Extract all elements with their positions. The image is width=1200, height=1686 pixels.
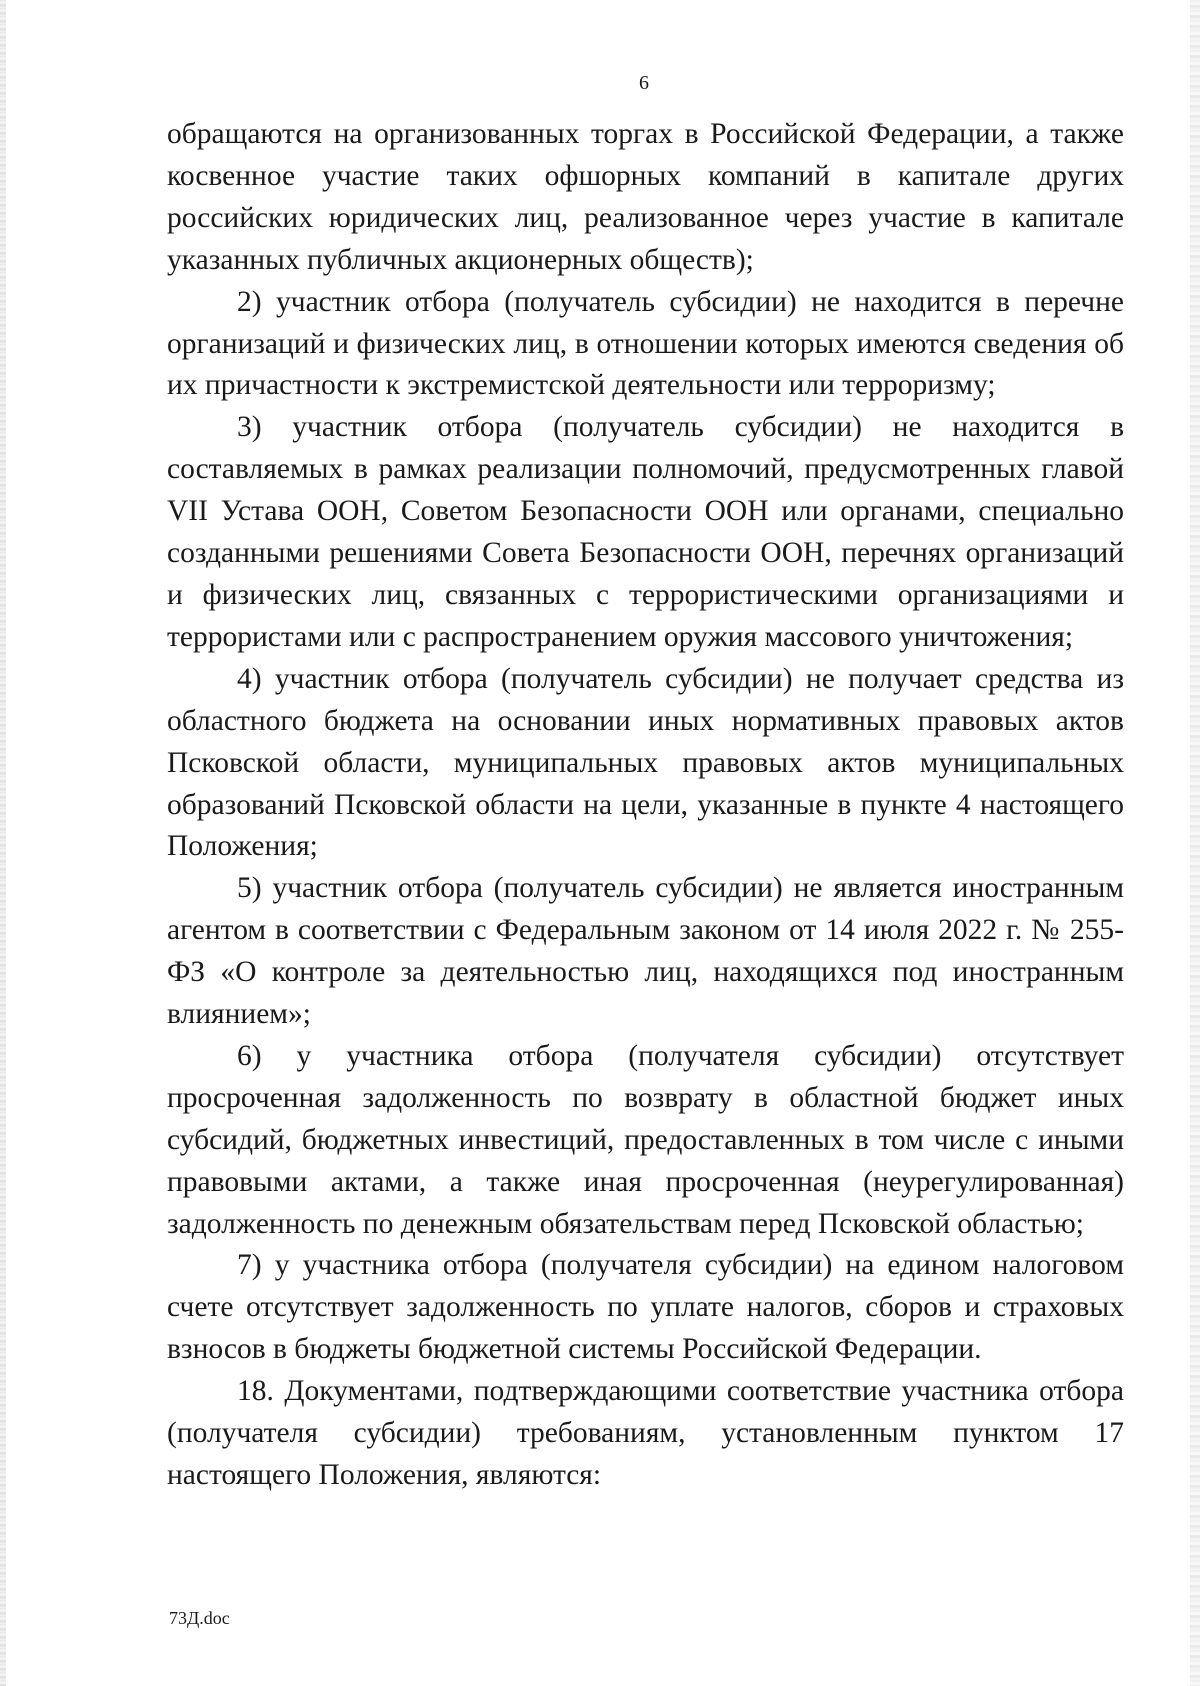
scan-edge-left (0, 0, 6, 1686)
paragraph-item-2: 2) участник отбора (получатель субсидии) не находится в перечне организаций и физических лиц, в отношении которых имеются сведения об их причастности к экстремистской деятельности или терроризму; (167, 285, 1124, 402)
page-number: 6 (639, 72, 649, 94)
paragraph-item-5: 5) участник отбора (получатель субсидии) не является иностранным агентом в соответствии с Федеральным законом от 14 июля 2022 г. № 255-ФЗ «О контроле за деятельностью лиц, находящихся под иностранным влиянием»; (167, 872, 1124, 1031)
paragraph-item-7: 7) у участника отбора (получателя субсидии) на едином налоговом счете отсутствует задолженность по уплате налогов, сборов и страховых взносов в бюджеты бюджетной системы Российской Федерации. (167, 1249, 1124, 1366)
file-name-footer: 73Д.doc (169, 1608, 230, 1628)
paragraph-item-6: 6) у участника отбора (получателя субсидии) отсутствует просроченная задолженность по возврату в областной бюджет иных субсидий, бюджетных инвестиций, предоставленных в том числе с иными правовыми актами, а также иная просроченная (неурегулированная) задолженность по денежным обязательствам перед Псковской областью; (167, 1039, 1124, 1240)
paragraph-clause-18: 18. Документами, подтверждающими соответствие участника отбора (получателя субсидии) требованиям, установленным пунктом 17 настоящего Положения, являются: (167, 1375, 1124, 1491)
paragraph-item-3: 3) участник отбора (получатель субсидии) не находится в составляемых в рамках реализации полномочий, предусмотренных главой VII Устава ООН, Советом Безопасности ООН или органами, специально созданными решениями Совета Безопасности ООН, перечнях организаций и физических лиц, связанных с террористическими организациями и террористами или с распространением оружия массового уничтожения; (167, 411, 1124, 653)
paragraph-continuation: обращаются на организованных торгах в Российской Федерации, а также косвенное участие таких офшорных компаний в капитале других российских юридических лиц, реализованное через участие в капитале указанных публичных акционерных обществ); (167, 118, 1124, 276)
paragraph-item-4: 4) участник отбора (получатель субсидии) не получает средства из областного бюджета на основании иных нормативных правовых актов Псковской области, муниципальных правовых актов муниципальных образований Псковской области на цели, указанные в пункте 4 настоящего Положения; (167, 662, 1124, 863)
scan-edge-right (1190, 0, 1200, 1686)
document-body (167, 114, 1124, 1497)
